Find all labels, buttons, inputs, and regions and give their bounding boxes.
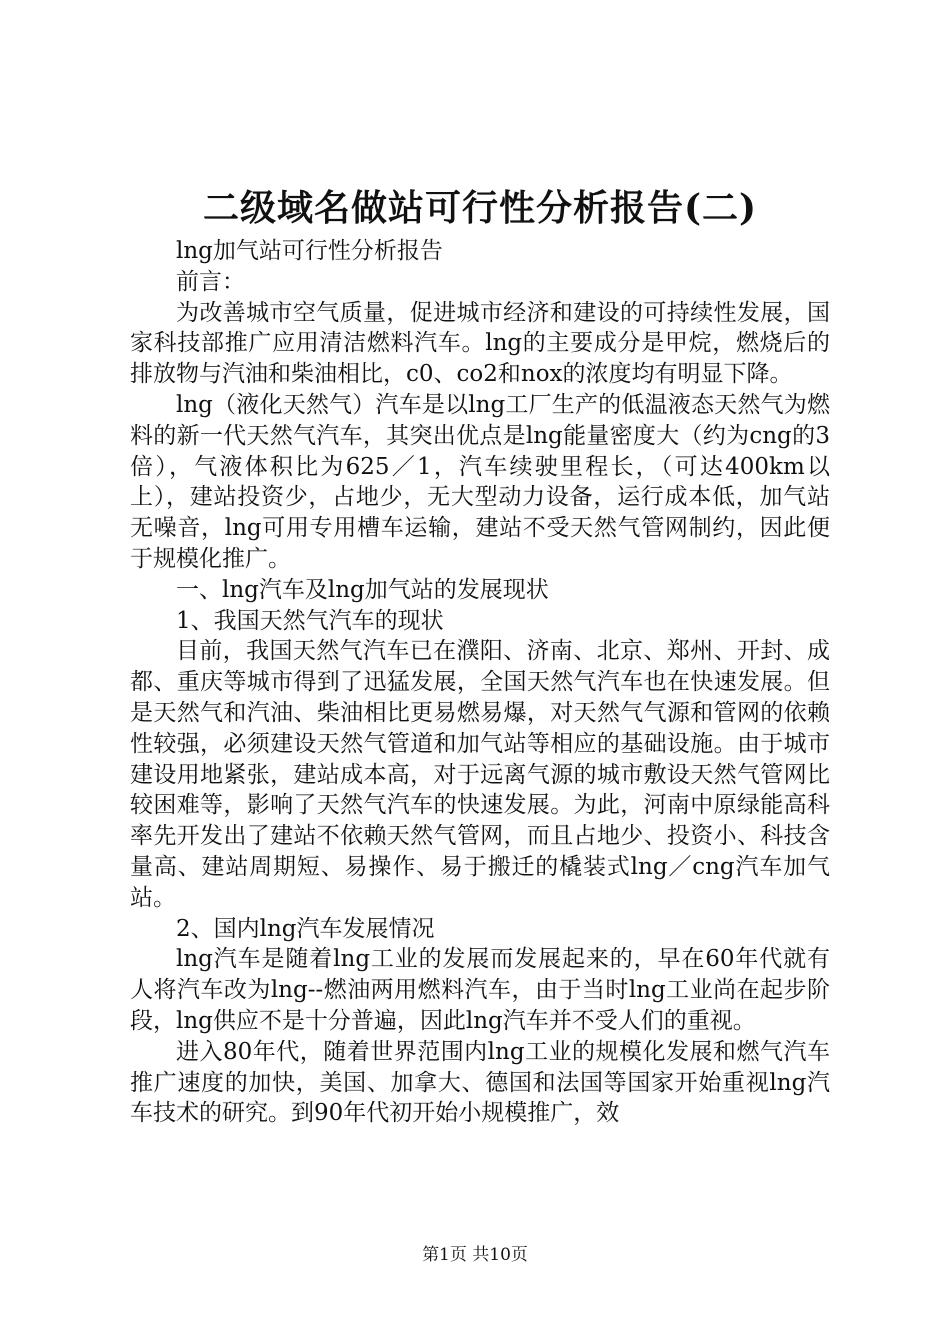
document-body	[130, 236, 830, 1129]
section-heading: 一、lng汽车及lng加气站的发展现状	[176, 576, 549, 603]
document-title: 二级域名做站可行性分析报告(二)	[202, 187, 758, 229]
body-paragraph: 进入80年代，随着世界范围内lng工业的规模化发展和燃气汽车推广速度的加快，美国、加拿大、德国和法国等国家开始重视lng汽车技术的研究。到90年代初开始小规模推广，效	[130, 1038, 830, 1127]
subsection-heading: 2、国内lng汽车发展情况	[176, 915, 435, 942]
body-paragraph: 目前，我国天然气汽车已在濮阳、济南、北京、郑州、开封、成都、重庆等城市得到了迅猛发展，全国天然气汽车也在快速发展。但是天然气和汽油、柴油相比更易燃易爆，对天然气气源和管网的依赖性较强，必须建设天然气管道和加气站等相应的基础设施。由于城市建设用地紧张，建站成本高，对于远离气源的城市敷设天然气管网比较困难等，影响了天然气汽车的快速发展。为此，河南中原绿能高科率先开发出了建站不依赖天然气管网，而且占地少、投资小、科技含量高、建站周期短、易操作、易于搬迁的橇装式lng／cng汽车加气站。	[130, 638, 830, 911]
body-paragraph: lng（液化天然气）汽车是以lng工厂生产的低温液态天然气为燃料的新一代天然气汽车，其突出优点是lng能量密度大（约为cng的3倍），气液体积比为625／1，汽车续驶里程长，（可达400km以上），建站投资少，占地少，无大型动力设备，运行成本低，加气站无噪音，lng可用专用槽车运输，建站不受天然气管网制约，因此便于规模化推广。	[130, 391, 830, 572]
body-paragraph: 为改善城市空气质量，促进城市经济和建设的可持续性发展，国家科技部推广应用清洁燃料汽车。lng的主要成分是甲烷，燃烧后的排放物与汽油和柴油相比，c0、co2和nox的浓度均有明显下降。	[130, 299, 830, 388]
subsection-heading: 1、我国天然气汽车的现状	[176, 607, 444, 634]
body-paragraph: lng汽车是随着lng工业的发展而发展起来的，早在60年代就有人将汽车改为lng--燃油两用燃料汽车，由于当时lng工业尚在起步阶段，lng供应不是十分普遍，因此lng汽车并不受人们的重视。	[130, 946, 830, 1034]
preface-heading: 前言：	[176, 268, 245, 295]
subtitle-paragraph: lng加气站可行性分析报告	[176, 238, 443, 264]
page-footer: 第1页 共10页	[422, 1245, 528, 1265]
